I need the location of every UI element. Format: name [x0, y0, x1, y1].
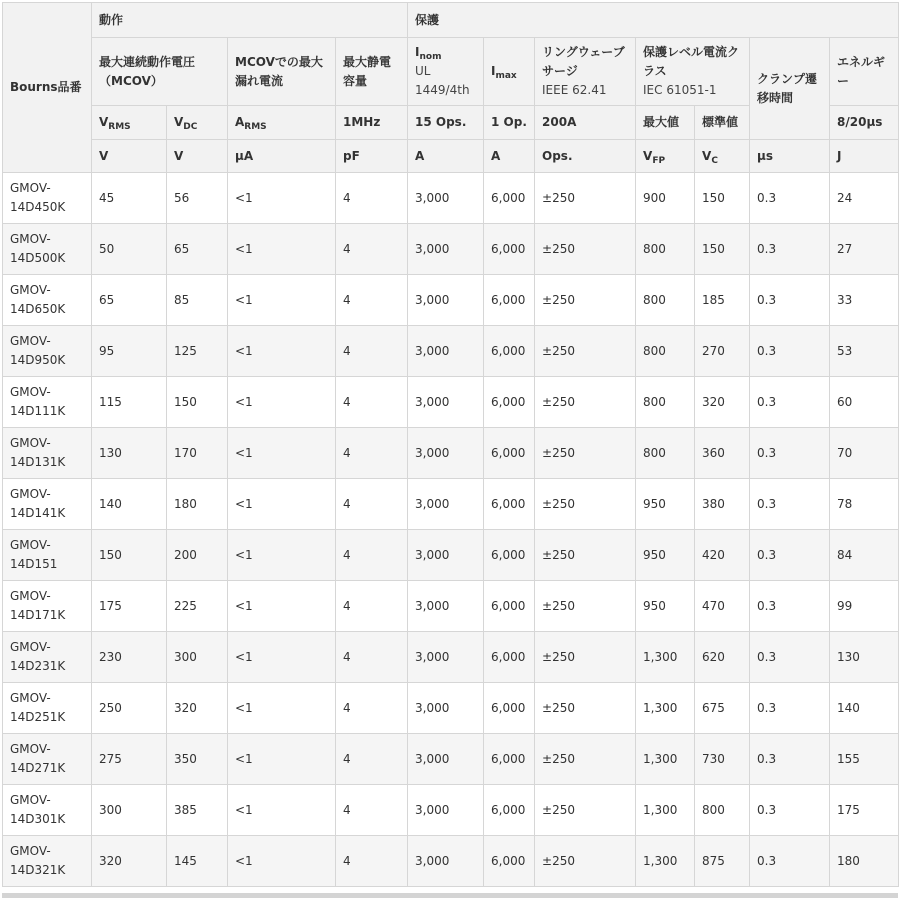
table-row [3, 683, 899, 734]
vc-cell: 730 [695, 734, 750, 785]
inom-standard-line2: 1449/4th [415, 83, 470, 97]
imax-cell: 6,000 [484, 326, 535, 377]
ring-wave-standard: IEEE 62.41 [542, 83, 607, 97]
part-number-cell [3, 581, 92, 632]
vfp-cell: 1,300 [636, 836, 695, 887]
capacitance-cell: 4 [336, 326, 408, 377]
leakage-cell: <1 [228, 734, 336, 785]
clamp-time-cell: 0.3 [750, 632, 830, 683]
clamp-time-cell: 0.3 [750, 377, 830, 428]
inom-cell: 3,000 [408, 632, 484, 683]
vdc-cell: 65 [167, 224, 228, 275]
clamp-time-cell: 0.3 [750, 836, 830, 887]
table-row [3, 428, 899, 479]
capacitance-cell: 4 [336, 224, 408, 275]
leakage-cell: <1 [228, 173, 336, 224]
clamp-time-cell: 0.3 [750, 734, 830, 785]
part-number-suffix: 14D500K [10, 251, 66, 265]
leakage-cell: <1 [228, 326, 336, 377]
unit-a-imax: A [484, 140, 535, 173]
part-number-suffix: 14D131K [10, 455, 66, 469]
part-number-cell [3, 785, 92, 836]
imax-cell: 6,000 [484, 734, 535, 785]
capacitance-header: 最大静電容量 [336, 38, 408, 106]
table-row [3, 479, 899, 530]
energy-cell: 53 [830, 326, 899, 377]
part-number-suffix: 14D321K [10, 863, 66, 877]
inom-cell: 3,000 [408, 785, 484, 836]
a200-header: 200A [535, 106, 636, 140]
imax-cell: 6,000 [484, 632, 535, 683]
part-number-cell [3, 734, 92, 785]
vdc-cell: 125 [167, 326, 228, 377]
table-row [3, 275, 899, 326]
part-number-cell [3, 836, 92, 887]
vfp-cell: 800 [636, 326, 695, 377]
vrms-cell: 50 [92, 224, 167, 275]
imax-cell: 6,000 [484, 530, 535, 581]
ring-wave-cell: ±250 [535, 275, 636, 326]
leakage-current-header: MCOVでの最大漏れ電流 [228, 38, 336, 106]
capacitance-cell: 4 [336, 479, 408, 530]
inom-cell: 3,000 [408, 479, 484, 530]
energy-cell: 33 [830, 275, 899, 326]
inom-cell: 3,000 [408, 530, 484, 581]
ring-wave-cell: ±250 [535, 632, 636, 683]
vc-cell: 620 [695, 632, 750, 683]
table-row [3, 530, 899, 581]
capacitance-cell: 4 [336, 275, 408, 326]
leakage-cell: <1 [228, 836, 336, 887]
vfp-cell: 900 [636, 173, 695, 224]
ring-wave-cell: ±250 [535, 173, 636, 224]
clamp-time-cell: 0.3 [750, 173, 830, 224]
energy-cell: 99 [830, 581, 899, 632]
vfp-cell: 800 [636, 377, 695, 428]
pulse-header: 8/20µs [830, 106, 899, 140]
inom-cell: 3,000 [408, 224, 484, 275]
vfp-cell: 950 [636, 479, 695, 530]
operation-group-header: 動作 [92, 3, 408, 38]
clamp-time-header: クランプ遷移時間 [750, 38, 830, 140]
horizontal-scrollbar[interactable] [2, 893, 898, 898]
capacitance-cell: 4 [336, 173, 408, 224]
vc-cell: 360 [695, 428, 750, 479]
table-row [3, 734, 899, 785]
imax-cell: 6,000 [484, 479, 535, 530]
table-row [3, 785, 899, 836]
capacitance-cell: 4 [336, 632, 408, 683]
energy-header: エネルギー [830, 38, 899, 106]
part-number-suffix: 14D301K [10, 812, 66, 826]
part-number-prefix: GMOV- [10, 283, 51, 297]
inom-cell: 3,000 [408, 581, 484, 632]
vdc-cell: 145 [167, 836, 228, 887]
vrms-cell: 65 [92, 275, 167, 326]
ops15-header: 15 Ops. [408, 106, 484, 140]
unit-v-dc: V [167, 140, 228, 173]
part-number-suffix: 14D231K [10, 659, 66, 673]
inom-standard-line1: UL [415, 64, 431, 78]
inom-cell: 3,000 [408, 734, 484, 785]
leakage-cell: <1 [228, 479, 336, 530]
energy-cell: 60 [830, 377, 899, 428]
frequency-header: 1MHz [336, 106, 408, 140]
vfp-cell: 1,300 [636, 632, 695, 683]
mcov-header: 最大連続動作電圧（MCOV） [92, 38, 228, 106]
op1-header: 1 Op. [484, 106, 535, 140]
unit-v-rms: V [92, 140, 167, 173]
part-number-suffix: 14D950K [10, 353, 66, 367]
vdc-cell: 200 [167, 530, 228, 581]
vc-cell: 875 [695, 836, 750, 887]
part-number-suffix: 14D271K [10, 761, 66, 775]
leakage-cell: <1 [228, 275, 336, 326]
capacitance-cell: 4 [336, 683, 408, 734]
part-number-cell [3, 632, 92, 683]
inom-cell: 3,000 [408, 836, 484, 887]
table-body [3, 173, 899, 887]
part-number-cell [3, 224, 92, 275]
vrms-cell: 140 [92, 479, 167, 530]
vfp-cell: 1,300 [636, 683, 695, 734]
vdc-cell: 180 [167, 479, 228, 530]
vrms-cell: 115 [92, 377, 167, 428]
vrms-cell: 150 [92, 530, 167, 581]
vdc-cell: 170 [167, 428, 228, 479]
vdc-cell: 350 [167, 734, 228, 785]
vdc-cell: 150 [167, 377, 228, 428]
unit-us: µs [750, 140, 830, 173]
imax-cell: 6,000 [484, 785, 535, 836]
ring-wave-cell: ±250 [535, 836, 636, 887]
vc-cell: 185 [695, 275, 750, 326]
unit-ops: Ops. [535, 140, 636, 173]
clamp-time-cell: 0.3 [750, 683, 830, 734]
clamp-time-cell: 0.3 [750, 530, 830, 581]
inom-cell: 3,000 [408, 173, 484, 224]
vrms-header: $V_{RMS}$ [92, 106, 167, 140]
capacitance-cell: 4 [336, 530, 408, 581]
part-number-cell [3, 530, 92, 581]
vrms-cell: 45 [92, 173, 167, 224]
unit-vfp: $V_{FP}$ [636, 140, 695, 173]
arms-header: $A_{RMS}$ [228, 106, 336, 140]
clamp-time-cell: 0.3 [750, 326, 830, 377]
part-number-prefix: GMOV- [10, 181, 51, 195]
part-number-header: Bourns品番 [3, 3, 92, 173]
imax-cell: 6,000 [484, 428, 535, 479]
energy-cell: 78 [830, 479, 899, 530]
leakage-cell: <1 [228, 785, 336, 836]
energy-cell: 27 [830, 224, 899, 275]
unit-ua: µA [228, 140, 336, 173]
vrms-cell: 300 [92, 785, 167, 836]
inom-cell: 3,000 [408, 275, 484, 326]
vc-cell: 420 [695, 530, 750, 581]
part-number-suffix: 14D171K [10, 608, 66, 622]
vfp-cell: 950 [636, 581, 695, 632]
part-number-prefix: GMOV- [10, 487, 51, 501]
table-row [3, 836, 899, 887]
vfp-cell: 1,300 [636, 785, 695, 836]
part-number-prefix: GMOV- [10, 538, 51, 552]
leakage-cell: <1 [228, 530, 336, 581]
ring-wave-cell: ±250 [535, 530, 636, 581]
part-number-suffix: 14D151 [10, 557, 58, 571]
table-row [3, 224, 899, 275]
vfp-cell: 1,300 [636, 734, 695, 785]
vc-cell: 150 [695, 224, 750, 275]
imax-cell: 6,000 [484, 173, 535, 224]
imax-cell: 6,000 [484, 377, 535, 428]
part-number-suffix: 14D111K [10, 404, 66, 418]
unit-j: J [830, 140, 899, 173]
energy-cell: 175 [830, 785, 899, 836]
protection-level-standard: IEC 61051-1 [643, 83, 717, 97]
ring-wave-cell: ±250 [535, 785, 636, 836]
vc-cell: 470 [695, 581, 750, 632]
ring-wave-cell: ±250 [535, 428, 636, 479]
energy-cell: 140 [830, 683, 899, 734]
leakage-cell: <1 [228, 377, 336, 428]
imax-cell: 6,000 [484, 836, 535, 887]
part-number-cell [3, 173, 92, 224]
vrms-cell: 230 [92, 632, 167, 683]
table-row [3, 173, 899, 224]
part-number-suffix: 14D650K [10, 302, 66, 316]
imax-cell: 6,000 [484, 683, 535, 734]
energy-cell: 84 [830, 530, 899, 581]
table-header [3, 3, 899, 173]
vrms-cell: 95 [92, 326, 167, 377]
vrms-cell: 175 [92, 581, 167, 632]
max-value-header: 最大値 [636, 106, 695, 140]
protection-level-header: 保護レベル電流クラス IEC 61051-1 [636, 38, 750, 106]
part-number-cell [3, 326, 92, 377]
leakage-cell: <1 [228, 428, 336, 479]
table-row [3, 326, 899, 377]
part-number-suffix: 14D251K [10, 710, 66, 724]
table-row [3, 632, 899, 683]
vc-cell: 150 [695, 173, 750, 224]
inom-header [408, 38, 484, 106]
ring-wave-cell: ±250 [535, 479, 636, 530]
capacitance-cell: 4 [336, 836, 408, 887]
vfp-cell: 800 [636, 275, 695, 326]
ring-wave-cell: ±250 [535, 377, 636, 428]
vfp-cell: 800 [636, 428, 695, 479]
vrms-cell: 130 [92, 428, 167, 479]
varistor-spec-table [2, 2, 899, 887]
inom-cell: 3,000 [408, 377, 484, 428]
clamp-time-cell: 0.3 [750, 428, 830, 479]
part-number-prefix: GMOV- [10, 334, 51, 348]
vc-cell: 380 [695, 479, 750, 530]
clamp-time-cell: 0.3 [750, 275, 830, 326]
part-number-prefix: GMOV- [10, 589, 51, 603]
inom-cell: 3,000 [408, 683, 484, 734]
part-number-cell [3, 428, 92, 479]
ring-wave-cell: ±250 [535, 734, 636, 785]
clamp-time-cell: 0.3 [750, 224, 830, 275]
leakage-cell: <1 [228, 632, 336, 683]
inom-symbol: $I_{nom}$ [415, 45, 442, 62]
imax-cell: 6,000 [484, 581, 535, 632]
typical-value-header: 標準値 [695, 106, 750, 140]
energy-cell: 24 [830, 173, 899, 224]
vdc-cell: 225 [167, 581, 228, 632]
vdc-cell: 56 [167, 173, 228, 224]
part-number-prefix: GMOV- [10, 844, 51, 858]
vrms-cell: 320 [92, 836, 167, 887]
energy-cell: 155 [830, 734, 899, 785]
capacitance-cell: 4 [336, 428, 408, 479]
ring-wave-cell: ±250 [535, 326, 636, 377]
imax-cell: 6,000 [484, 275, 535, 326]
part-number-suffix: 14D450K [10, 200, 66, 214]
part-number-prefix: GMOV- [10, 436, 51, 450]
inom-cell: 3,000 [408, 428, 484, 479]
capacitance-cell: 4 [336, 785, 408, 836]
vfp-cell: 950 [636, 530, 695, 581]
unit-a-inom: A [408, 140, 484, 173]
vc-cell: 270 [695, 326, 750, 377]
clamp-time-cell: 0.3 [750, 581, 830, 632]
vc-cell: 320 [695, 377, 750, 428]
imax-header: $I_{max}$ [484, 38, 535, 106]
part-number-cell [3, 275, 92, 326]
unit-vc: $V_C$ [695, 140, 750, 173]
part-number-prefix: GMOV- [10, 232, 51, 246]
part-number-cell [3, 479, 92, 530]
vdc-header: $V_{DC}$ [167, 106, 228, 140]
capacitance-cell: 4 [336, 581, 408, 632]
energy-cell: 130 [830, 632, 899, 683]
leakage-cell: <1 [228, 224, 336, 275]
clamp-time-cell: 0.3 [750, 785, 830, 836]
clamp-time-cell: 0.3 [750, 479, 830, 530]
protection-group-header: 保護 [408, 3, 899, 38]
ring-wave-cell: ±250 [535, 683, 636, 734]
leakage-cell: <1 [228, 683, 336, 734]
imax-cell: 6,000 [484, 224, 535, 275]
part-number-prefix: GMOV- [10, 691, 51, 705]
unit-pf: pF [336, 140, 408, 173]
energy-cell: 180 [830, 836, 899, 887]
part-number-cell [3, 377, 92, 428]
vrms-cell: 275 [92, 734, 167, 785]
vdc-cell: 300 [167, 632, 228, 683]
ring-wave-cell: ±250 [535, 581, 636, 632]
part-number-suffix: 14D141K [10, 506, 66, 520]
part-number-prefix: GMOV- [10, 742, 51, 756]
capacitance-cell: 4 [336, 377, 408, 428]
vdc-cell: 385 [167, 785, 228, 836]
vdc-cell: 85 [167, 275, 228, 326]
vc-cell: 800 [695, 785, 750, 836]
energy-cell: 70 [830, 428, 899, 479]
vc-cell: 675 [695, 683, 750, 734]
table-row [3, 581, 899, 632]
part-number-prefix: GMOV- [10, 385, 51, 399]
capacitance-cell: 4 [336, 734, 408, 785]
ring-wave-surge-header: リングウェーブサージ IEEE 62.41 [535, 38, 636, 106]
ring-wave-cell: ±250 [535, 224, 636, 275]
vdc-cell: 320 [167, 683, 228, 734]
part-number-cell [3, 683, 92, 734]
part-number-prefix: GMOV- [10, 793, 51, 807]
vrms-cell: 250 [92, 683, 167, 734]
leakage-cell: <1 [228, 581, 336, 632]
part-number-prefix: GMOV- [10, 640, 51, 654]
vfp-cell: 800 [636, 224, 695, 275]
table-row [3, 377, 899, 428]
inom-cell: 3,000 [408, 326, 484, 377]
